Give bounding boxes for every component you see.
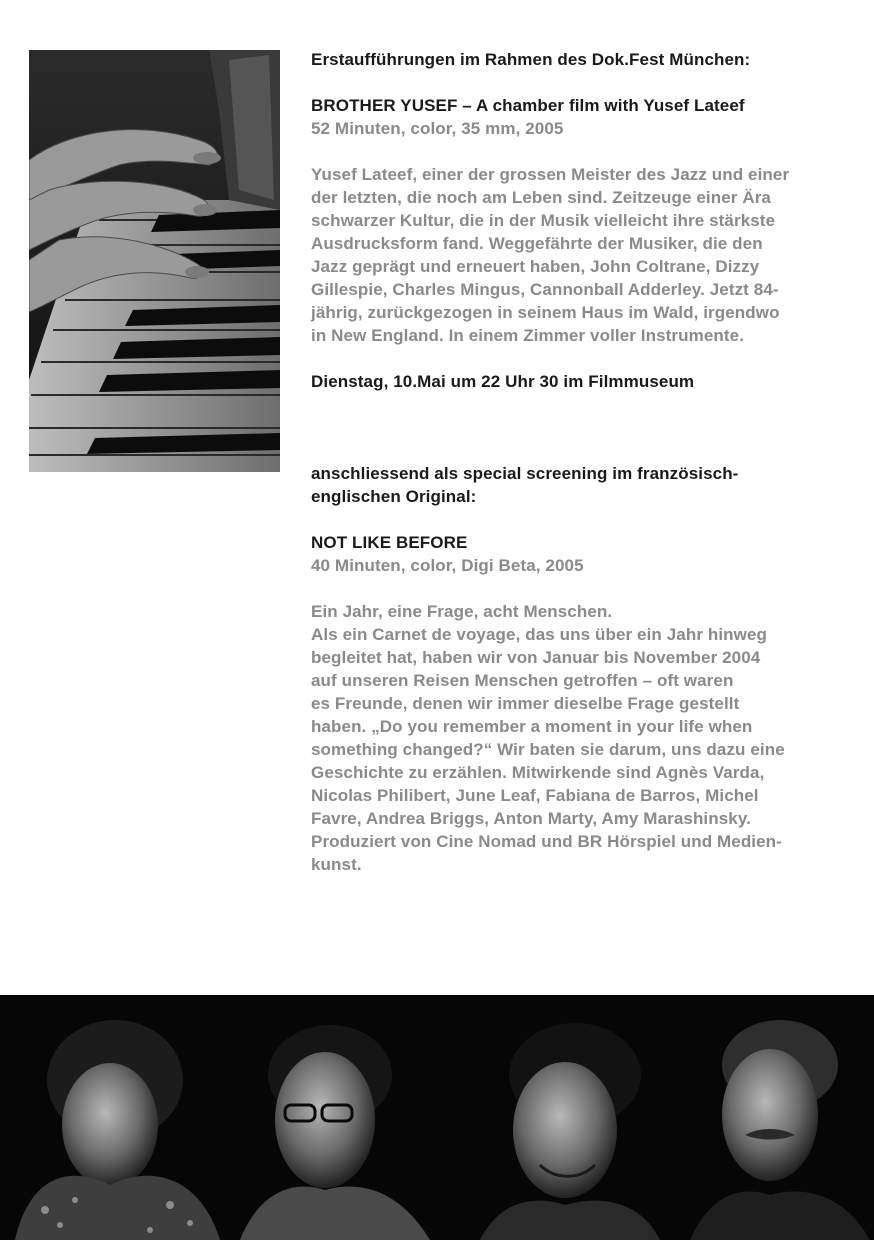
film2-tagline: Ein Jahr, eine Frage, acht Menschen. xyxy=(311,602,613,621)
portrait-strip xyxy=(0,995,874,1240)
film1-screening: Dienstag, 10.Mai um 22 Uhr 30 im Filmmuseum xyxy=(311,372,695,391)
film1-description: Yusef Lateef, einer der grossen Meister des Jazz und einer der letzten, die noch am Leben sind. Zeitzeuge einer Ära schwarzer Kultur, die in der Musik vielleicht ihre stärkste Ausdrucksform fand. Weggefährte der Musiker, die den Jazz geprägt und erneuert haben, John Coltrane, Dizzy Gillespie, Charles Mingus, Cannonball Adderley. Jetzt 84- jährig, zurückgezogen in seinem Haus im Wald, irgendwo in New England. In einem Zimmer voller Instrumente. xyxy=(311,165,790,345)
film2-description: Als ein Carnet de voyage, das uns über ein Jahr hinweg begleitet hat, haben wir von Januar bis November 2004 auf unseren Reisen Menschen getroffen – oft waren es Freunde, denen wir immer dieselbe Frage gestellt haben. „Do you remember a moment in your life when something changed?“ Wir baten sie darum, uns dazu eine Geschichte zu erzählen. Mitwirkende sind Agnès Varda, Nicolas Philibert, June Leaf, Fabiana de Barros, Michel Favre, Andrea Briggs, Anton Marty, Amy Marashinsky. Produziert von Cine Nomad und BR Hörspiel und Medien- kunst. xyxy=(311,625,785,874)
film1-title: BROTHER YUSEF – A chamber film with Yusef Lateef xyxy=(311,96,745,115)
film2-title: NOT LIKE BEFORE xyxy=(311,533,468,552)
portraits-illustration xyxy=(0,995,874,1240)
special-screening-heading: anschliessend als special screening im französisch- englischen Original: xyxy=(311,464,739,506)
film1-meta: 52 Minuten, color, 35 mm, 2005 xyxy=(311,119,564,138)
portrait-man-moustache xyxy=(690,1020,870,1240)
intro-heading: Erstaufführungen im Rahmen des Dok.Fest München: xyxy=(311,50,751,69)
main-text-column xyxy=(311,48,851,876)
piano-hands-illustration xyxy=(29,50,280,472)
portrait-woman-1 xyxy=(15,1020,220,1240)
portrait-man-glasses xyxy=(240,1025,430,1240)
portrait-woman-2 xyxy=(480,1023,660,1240)
film2-meta: 40 Minuten, color, Digi Beta, 2005 xyxy=(311,556,584,575)
piano-photo xyxy=(29,50,280,472)
